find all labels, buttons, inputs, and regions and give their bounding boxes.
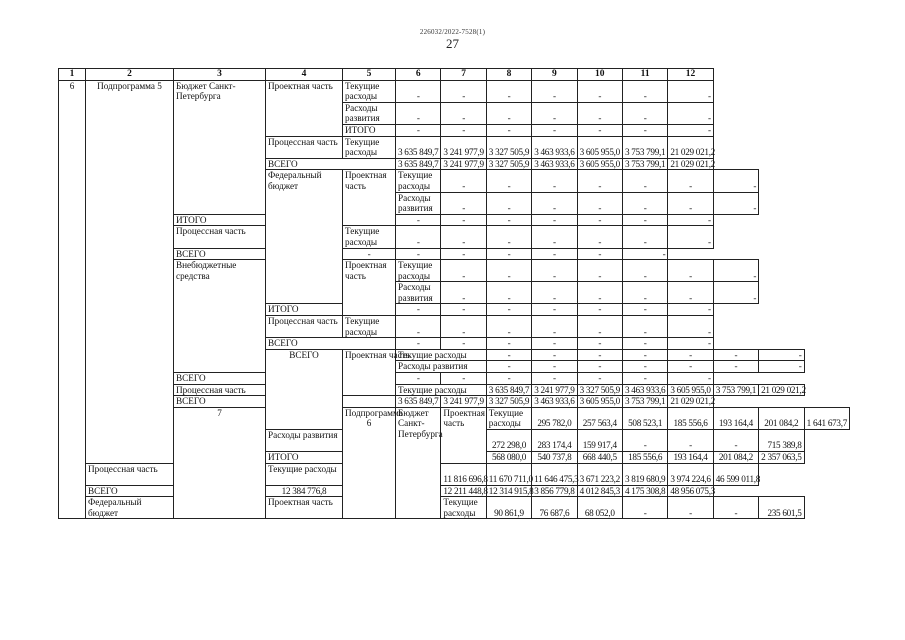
value-cell: 4 012 845,3 [577, 485, 622, 497]
value-cell: 3 327 505,9 [486, 396, 531, 408]
value-cell: 48 956 075,3 [668, 485, 713, 497]
value-cell: 11 816 696,8 [441, 463, 486, 485]
value-cell: - [486, 338, 531, 350]
column-number: 4 [266, 69, 343, 81]
value-cell: - [622, 226, 667, 248]
value-cell: - [343, 248, 396, 260]
value-cell: - [668, 282, 713, 304]
column-number: 1 [59, 69, 86, 81]
value-cell: - [577, 226, 622, 248]
expense-type: Расходы развития [396, 192, 441, 214]
value-cell: - [396, 80, 441, 102]
value-cell: - [622, 373, 667, 385]
value-cell: 201 084,2 [759, 407, 804, 429]
value-cell: 46 599 011,8 [713, 463, 758, 485]
table-row [59, 248, 850, 260]
value-cell: 193 164,4 [713, 407, 758, 429]
value-cell: 257 563,4 [577, 407, 622, 429]
value-cell: - [486, 192, 531, 214]
part-type: Проектная часть [266, 80, 343, 136]
value-cell: 283 174,4 [532, 430, 577, 452]
value-cell: 3 241 977,9 [441, 158, 486, 170]
value-cell: - [622, 170, 667, 192]
value-cell: 3 753 799,1 [622, 136, 667, 158]
expense-type: Текущие расходы [396, 349, 487, 361]
value-cell: - [486, 304, 531, 316]
value-cell: - [532, 373, 577, 385]
value-cell: - [622, 124, 667, 136]
value-cell: 185 556,6 [622, 452, 667, 464]
value-cell: - [441, 373, 486, 385]
expense-type: Расходы развития [266, 430, 343, 452]
value-cell: - [577, 373, 622, 385]
expense-type: Расходы развития [396, 361, 487, 373]
budget-table [58, 68, 850, 519]
column-number: 11 [622, 69, 667, 81]
value-cell: - [396, 316, 441, 338]
value-cell: - [668, 373, 713, 385]
value-cell: 3 463 933,6 [532, 158, 577, 170]
value-cell: - [622, 80, 667, 102]
value-cell: 668 440,5 [577, 452, 622, 464]
value-cell: - [622, 338, 667, 350]
value-cell: - [441, 338, 486, 350]
value-cell: - [668, 214, 713, 226]
expense-type: Текущие расходы [343, 136, 396, 158]
value-cell: - [486, 226, 531, 248]
value-cell: - [668, 338, 713, 350]
value-cell: - [486, 80, 531, 102]
value-cell: - [441, 260, 486, 282]
page-number: 27 [446, 36, 459, 51]
value-cell: 3 605 955,0 [668, 384, 713, 396]
value-cell: 272 298,0 [486, 430, 531, 452]
value-cell: - [441, 170, 486, 192]
value-cell: 185 556,6 [668, 407, 713, 429]
value-cell: 3 463 933,6 [622, 384, 667, 396]
value-cell: - [441, 80, 486, 102]
table-row [59, 396, 850, 408]
value-cell: 3 463 933,6 [532, 136, 577, 158]
value-cell: - [668, 192, 713, 214]
subprogram-name: Подпрограмма 5 [86, 80, 174, 463]
value-cell: - [532, 124, 577, 136]
value-cell: - [441, 316, 486, 338]
value-cell: - [486, 361, 531, 373]
value-cell: - [532, 80, 577, 102]
expense-type: Текущие расходы [396, 260, 441, 282]
value-cell: - [532, 304, 577, 316]
value-cell: 3 241 977,9 [441, 136, 486, 158]
expense-type: ИТОГО [174, 214, 266, 226]
value-cell: - [396, 373, 441, 385]
value-cell: - [577, 338, 622, 350]
value-cell: - [441, 214, 486, 226]
table-row [59, 407, 850, 429]
value-cell: 11 646 475,3 [532, 463, 577, 485]
value-cell: 12 314 915,8 [486, 485, 531, 497]
value-cell: 21 029 021,2 [668, 158, 713, 170]
value-cell: - [577, 214, 622, 226]
value-cell: 3 605 955,0 [577, 136, 622, 158]
part-type: Проектная часть [343, 349, 396, 395]
expense-type: ИТОГО [343, 124, 396, 136]
value-cell: - [532, 102, 577, 124]
value-cell: 3 635 849,7 [396, 136, 441, 158]
value-cell: 21 029 021,2 [668, 136, 713, 158]
table-row [59, 373, 850, 385]
expense-type: Текущие расходы [266, 463, 343, 485]
expense-type: ИТОГО [266, 304, 343, 316]
value-cell: - [486, 373, 531, 385]
value-cell: - [532, 338, 577, 350]
funding-source: Внебюджетные средства [174, 260, 266, 373]
column-number: 10 [577, 69, 622, 81]
value-cell: 12 211 448,8 [441, 485, 486, 497]
value-cell: - [441, 102, 486, 124]
value-cell: - [713, 497, 758, 519]
value-cell: - [668, 316, 713, 338]
value-cell: - [622, 349, 667, 361]
value-cell: - [396, 338, 441, 350]
subprogram-total-label: ВСЕГО [266, 349, 343, 429]
value-cell: - [668, 430, 713, 452]
value-cell: - [577, 80, 622, 102]
value-cell: - [668, 102, 713, 124]
row-number: 7 [174, 407, 266, 519]
value-cell: - [441, 192, 486, 214]
value-cell: - [668, 361, 713, 373]
value-cell: 21 029 021,2 [668, 396, 713, 408]
value-cell: 715 389,8 [759, 430, 804, 452]
value-cell: 508 523,1 [622, 407, 667, 429]
value-cell: - [396, 214, 441, 226]
funding-source: Бюджет Санкт-Петербурга [174, 80, 266, 214]
value-cell: - [668, 124, 713, 136]
value-cell: 3 753 799,1 [622, 396, 667, 408]
value-cell: 12 384 776,8 [266, 485, 343, 497]
value-cell: 3 753 799,1 [622, 158, 667, 170]
value-cell: - [668, 260, 713, 282]
value-cell: 3 327 505,9 [577, 384, 622, 396]
value-cell: - [532, 316, 577, 338]
value-cell: - [622, 192, 667, 214]
part-type: Проектная часть [266, 497, 343, 519]
value-cell: - [759, 349, 804, 361]
value-cell: - [486, 170, 531, 192]
part-type: Процессная часть [266, 136, 343, 158]
value-cell: - [577, 260, 622, 282]
value-cell: - [486, 102, 531, 124]
part-type: Проектная часть [343, 170, 396, 226]
value-cell: - [622, 361, 667, 373]
value-cell: 3 753 799,1 [713, 384, 758, 396]
table-row [59, 485, 850, 497]
value-cell: - [577, 248, 622, 260]
value-cell: - [396, 304, 441, 316]
value-cell: - [713, 430, 758, 452]
value-cell: 68 052,0 [577, 497, 622, 519]
document-code: 226032/2022-7528(1) [419, 28, 486, 36]
value-cell: - [396, 248, 441, 260]
row-number: 6 [59, 80, 86, 519]
value-cell: - [668, 304, 713, 316]
value-cell: - [532, 361, 577, 373]
value-cell: 3 327 505,9 [486, 136, 531, 158]
value-cell: - [532, 192, 577, 214]
column-number: 6 [396, 69, 441, 81]
value-cell: 3 856 779,8 [532, 485, 577, 497]
value-cell: 201 084,2 [713, 452, 758, 464]
value-cell: 3 463 933,6 [532, 396, 577, 408]
column-number: 9 [532, 69, 577, 81]
value-cell: - [532, 214, 577, 226]
part-type: Процессная часть [174, 226, 266, 248]
value-cell: - [577, 124, 622, 136]
column-number-row [59, 69, 850, 81]
value-cell: - [577, 282, 622, 304]
subtotal-label: ВСЕГО [86, 485, 266, 497]
value-cell: - [622, 214, 667, 226]
value-cell: - [622, 102, 667, 124]
value-cell: - [622, 260, 667, 282]
value-cell: - [532, 349, 577, 361]
value-cell: - [622, 497, 667, 519]
value-cell: - [532, 282, 577, 304]
value-cell: 3 241 977,9 [532, 384, 577, 396]
value-cell: 1 641 673,7 [804, 407, 849, 429]
value-cell: - [668, 226, 713, 248]
column-number: 3 [174, 69, 266, 81]
funding-source: Федеральный бюджет [266, 170, 343, 304]
value-cell: - [577, 170, 622, 192]
value-cell: - [668, 80, 713, 102]
column-number: 5 [343, 69, 396, 81]
value-cell: 3 819 680,9 [622, 463, 667, 485]
value-cell: 3 974 224,6 [668, 463, 713, 485]
value-cell: 193 164,4 [668, 452, 713, 464]
part-type: Процессная часть [174, 384, 266, 396]
value-cell: - [577, 102, 622, 124]
column-number: 2 [86, 69, 174, 81]
funding-source: Федеральный бюджет [86, 497, 174, 519]
value-cell: - [441, 304, 486, 316]
value-cell: 11 670 711,0 [486, 463, 531, 485]
value-cell: 568 080,0 [486, 452, 531, 464]
expense-type: Текущие расходы [396, 170, 441, 192]
value-cell: - [486, 214, 531, 226]
expense-type: Расходы развития [343, 102, 396, 124]
value-cell: - [713, 170, 758, 192]
value-cell: - [622, 282, 667, 304]
value-cell: 3 605 955,0 [577, 158, 622, 170]
grand-total-label: ВСЕГО [174, 396, 396, 408]
subtotal-label: ВСЕГО [174, 248, 343, 260]
expense-type: Расходы развития [396, 282, 441, 304]
value-cell: - [622, 316, 667, 338]
value-cell: - [486, 260, 531, 282]
value-cell: 76 687,6 [532, 497, 577, 519]
value-cell: 235 601,5 [759, 497, 804, 519]
part-type: Проектная часть [441, 407, 486, 463]
value-cell: - [577, 361, 622, 373]
value-cell: 2 357 063,5 [759, 452, 804, 464]
table-row [59, 214, 850, 226]
subtotal-label: ВСЕГО [266, 338, 396, 350]
table-row [59, 80, 850, 102]
value-cell: - [486, 316, 531, 338]
table-row [59, 226, 850, 248]
value-cell: 3 241 977,9 [441, 396, 486, 408]
table-row [59, 384, 850, 396]
expense-type: Текущие расходы [343, 80, 396, 102]
value-cell: - [713, 349, 758, 361]
expense-type: ИТОГО [266, 452, 343, 464]
value-cell: 295 782,0 [532, 407, 577, 429]
value-cell: - [532, 260, 577, 282]
value-cell: - [577, 192, 622, 214]
value-cell: - [577, 304, 622, 316]
value-cell: - [713, 361, 758, 373]
value-cell: - [668, 170, 713, 192]
expense-type: Текущие расходы [343, 316, 396, 338]
value-cell: 3 671 223,2 [577, 463, 622, 485]
column-number: 8 [486, 69, 531, 81]
value-cell: 3 327 505,9 [486, 158, 531, 170]
value-cell: - [441, 248, 486, 260]
value-cell: - [441, 124, 486, 136]
value-cell: - [396, 226, 441, 248]
value-cell: - [396, 102, 441, 124]
value-cell: - [486, 248, 531, 260]
value-cell: 159 917,4 [577, 430, 622, 452]
value-cell: - [713, 192, 758, 214]
value-cell: 540 737,8 [532, 452, 577, 464]
value-cell: - [668, 497, 713, 519]
value-cell: - [622, 430, 667, 452]
value-cell: 90 861,9 [486, 497, 531, 519]
column-number: 12 [668, 69, 713, 81]
value-cell: - [577, 349, 622, 361]
value-cell: - [532, 170, 577, 192]
part-type: Процессная часть [86, 463, 174, 485]
funding-source: Бюджет Санкт-Петербурга [396, 407, 441, 519]
value-cell: - [713, 282, 758, 304]
value-cell: - [532, 248, 577, 260]
value-cell: 21 029 021,2 [759, 384, 804, 396]
value-cell: - [486, 124, 531, 136]
value-cell: - [577, 316, 622, 338]
value-cell: - [622, 304, 667, 316]
expense-type: ВСЕГО [174, 373, 343, 385]
value-cell: - [622, 248, 667, 260]
value-cell: - [486, 282, 531, 304]
column-number: 7 [441, 69, 486, 81]
value-cell: 3 605 955,0 [577, 396, 622, 408]
expense-type: Текущие расходы [486, 407, 531, 429]
value-cell: 3 635 849,7 [396, 396, 441, 408]
subtotal-label: ВСЕГО [266, 158, 396, 170]
part-type: Процессная часть [266, 316, 343, 338]
value-cell: - [441, 226, 486, 248]
expense-type: Текущие расходы [343, 226, 396, 248]
value-cell: - [441, 282, 486, 304]
table-row [59, 260, 850, 282]
value-cell: 3 635 849,7 [486, 384, 531, 396]
subprogram-name: Подпрограмма 6 [343, 407, 396, 519]
value-cell: 3 635 849,7 [396, 158, 441, 170]
part-type: Проектная часть [343, 260, 396, 316]
value-cell: - [396, 124, 441, 136]
expense-type: Текущие расходы [396, 384, 487, 396]
value-cell: - [486, 349, 531, 361]
value-cell: - [713, 260, 758, 282]
expense-type: Текущие расходы [441, 497, 486, 519]
value-cell: - [532, 226, 577, 248]
value-cell: 4 175 308,8 [622, 485, 667, 497]
value-cell: - [668, 349, 713, 361]
value-cell: - [759, 361, 804, 373]
